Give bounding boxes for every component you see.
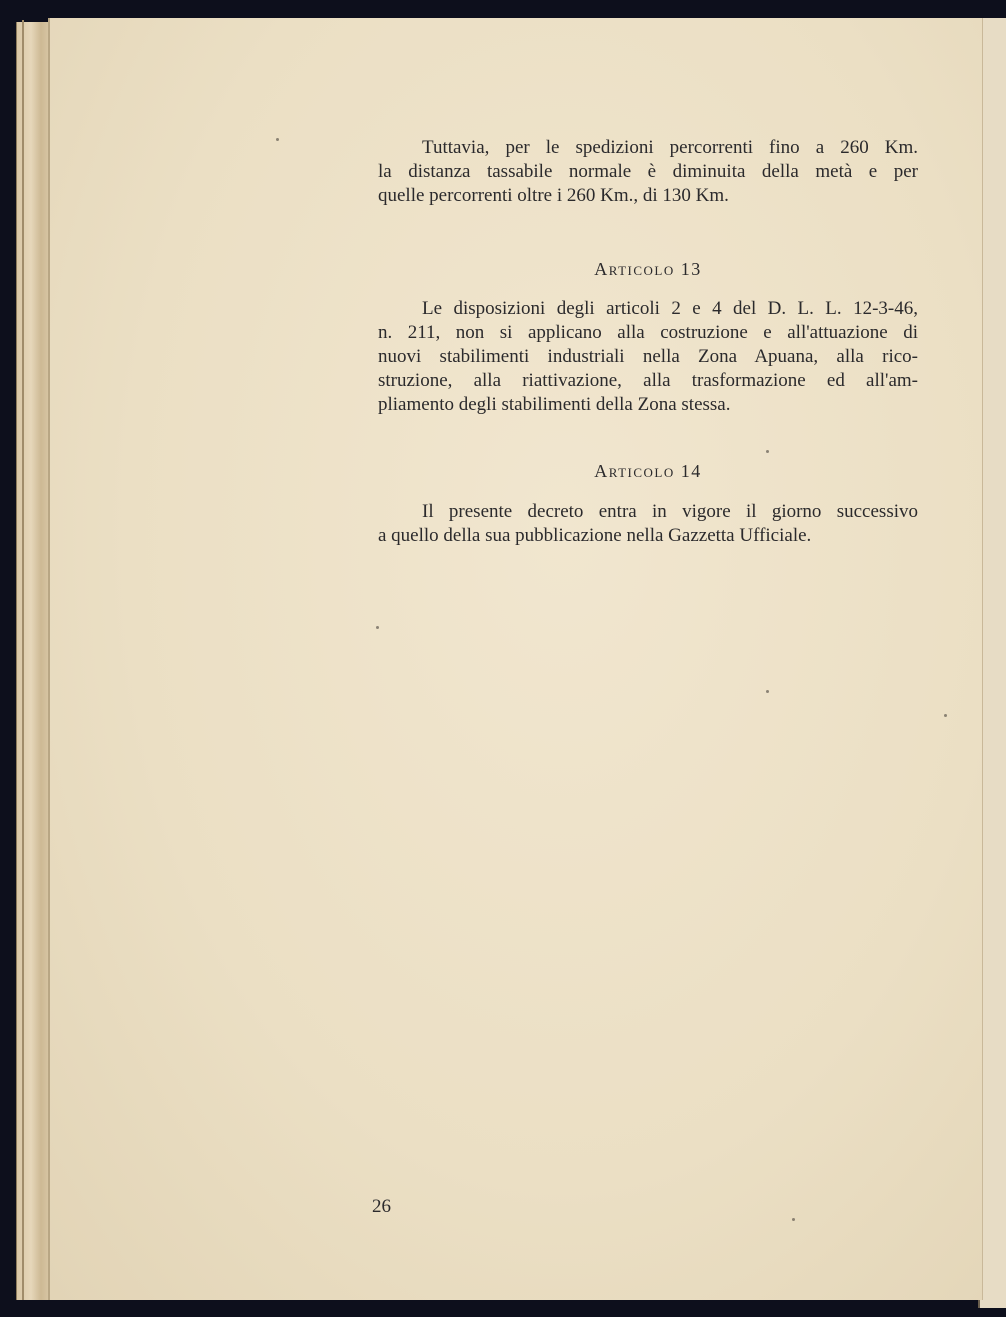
paragraph-line: n. 211, non si applicano alla costruzione e all'attuazione di [378, 322, 918, 343]
paper-speck [276, 138, 279, 141]
paragraph-line: Il presente decreto entra in vigore il giorno successivo [422, 501, 918, 522]
paper-speck [944, 714, 947, 717]
article-14-heading: Articolo 14 [594, 461, 702, 481]
paragraph-line: la distanza tassabile normale è diminuita della metà e per [378, 161, 918, 182]
paragraph-line: struzione, alla riattivazione, alla trasformazione ed all'am- [378, 370, 918, 391]
paragraph-line: Tuttavia, per le spedizioni percorrenti fino a 260 Km. [422, 137, 918, 158]
paragraph-line: quelle percorrenti oltre i 260 Km., di 130 Km. [378, 185, 729, 206]
paragraph-line: pliamento degli stabilimenti della Zona stessa. [378, 394, 731, 415]
article-13-heading: Articolo 13 [594, 259, 702, 279]
article-13-body [378, 297, 918, 417]
article-14-body [378, 500, 918, 548]
paragraph-intro [378, 136, 918, 208]
paper-speck [766, 450, 769, 453]
paper-speck [376, 626, 379, 629]
paper-speck [792, 1218, 795, 1221]
paper-speck [766, 690, 769, 693]
paragraph-line: a quello della sua pubblicazione nella Gazzetta Ufficiale. [378, 525, 812, 546]
book-page [48, 18, 983, 1300]
page-number: 26 [372, 1196, 391, 1217]
paragraph-line: nuovi stabilimenti industriali nella Zona Apuana, alla rico- [378, 346, 918, 367]
paragraph-line: Le disposizioni degli articoli 2 e 4 del D. L. L. 12-3-46, [422, 298, 918, 319]
